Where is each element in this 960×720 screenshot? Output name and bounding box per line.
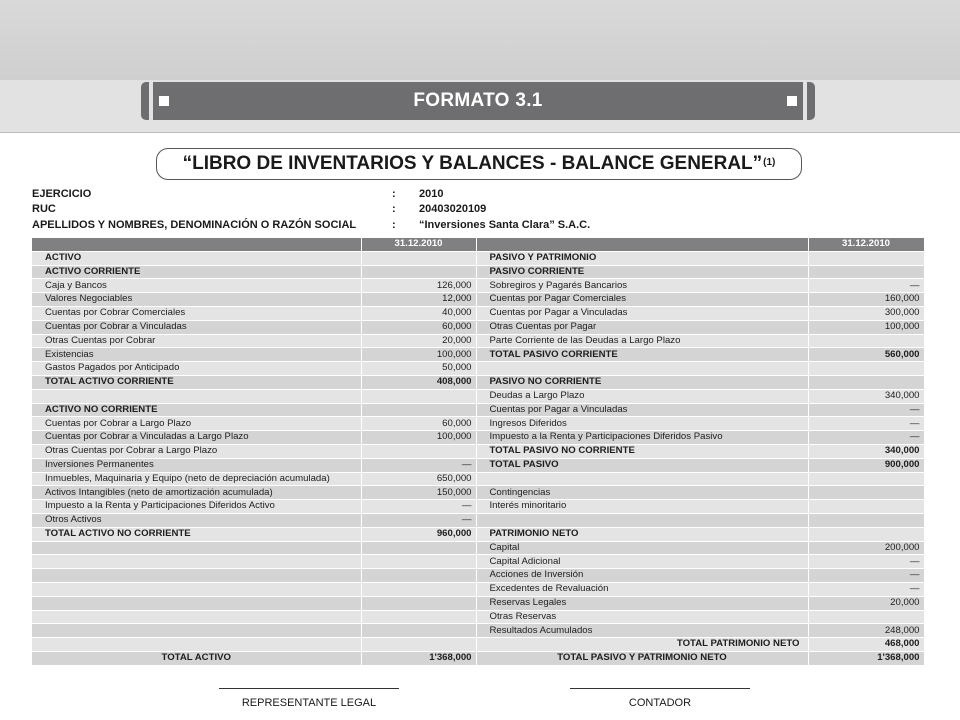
asset-label-cell: Otras Cuentas por Cobrar a Largo Plazo bbox=[32, 444, 361, 458]
asset-label-cell: Cuentas por Cobrar a Largo Plazo bbox=[32, 417, 361, 431]
asset-amount-cell: 126,000 bbox=[361, 279, 476, 293]
liability-amount-cell bbox=[808, 610, 924, 624]
liability-amount-cell bbox=[808, 486, 924, 500]
liability-label-cell: TOTAL PASIVO Y PATRIMONIO NETO bbox=[476, 651, 808, 665]
asset-label-cell: Cuentas por Cobrar a Vinculadas bbox=[32, 320, 361, 334]
asset-amount-cell bbox=[361, 555, 476, 569]
liability-amount-cell: — bbox=[808, 555, 924, 569]
table-row bbox=[32, 458, 924, 472]
liability-amount-cell: — bbox=[808, 582, 924, 596]
banner-right-cap bbox=[803, 82, 807, 120]
liability-label-cell: PATRIMONIO NETO bbox=[476, 527, 808, 541]
banner-left-cap bbox=[149, 82, 153, 120]
meta-separator: : bbox=[392, 188, 396, 200]
asset-amount-cell bbox=[361, 569, 476, 583]
table-row bbox=[32, 403, 924, 417]
liability-label-cell: Reservas Legales bbox=[476, 596, 808, 610]
liability-amount-cell: 20,000 bbox=[808, 596, 924, 610]
liability-amount-cell bbox=[808, 251, 924, 265]
liability-amount-cell: 248,000 bbox=[808, 624, 924, 638]
asset-label-cell bbox=[32, 541, 361, 555]
asset-label-cell: Valores Negociables bbox=[32, 293, 361, 307]
table-row bbox=[32, 348, 924, 362]
liability-amount-cell bbox=[808, 500, 924, 514]
asset-amount-cell: 20,000 bbox=[361, 334, 476, 348]
asset-amount-cell: — bbox=[361, 513, 476, 527]
liability-amount-cell: 468,000 bbox=[808, 638, 924, 652]
asset-amount-cell bbox=[361, 389, 476, 403]
table-row bbox=[32, 596, 924, 610]
asset-label-cell bbox=[32, 555, 361, 569]
asset-label-cell: Caja y Bancos bbox=[32, 279, 361, 293]
liability-label-cell: Excedentes de Revaluación bbox=[476, 582, 808, 596]
asset-amount-cell: 50,000 bbox=[361, 362, 476, 376]
date-header-liabilities: 31.12.2010 bbox=[808, 238, 924, 251]
asset-amount-cell: 150,000 bbox=[361, 486, 476, 500]
asset-label-cell: TOTAL ACTIVO bbox=[32, 651, 361, 665]
liability-label-cell: TOTAL PASIVO NO CORRIENTE bbox=[476, 444, 808, 458]
table-row bbox=[32, 541, 924, 555]
table-row bbox=[32, 279, 924, 293]
liability-label-cell: PASIVO Y PATRIMONIO bbox=[476, 251, 808, 265]
format-title: FORMATO 3.1 bbox=[413, 90, 543, 111]
table-row bbox=[32, 431, 924, 445]
asset-amount-cell: 100,000 bbox=[361, 431, 476, 445]
liability-label-cell bbox=[476, 362, 808, 376]
asset-label-cell: Otras Cuentas por Cobrar bbox=[32, 334, 361, 348]
liability-amount-cell bbox=[808, 265, 924, 279]
table-row bbox=[32, 362, 924, 376]
liability-label-cell: Impuesto a la Renta y Participaciones Diferidos Pasivo bbox=[476, 431, 808, 445]
asset-amount-cell bbox=[361, 638, 476, 652]
table-row bbox=[32, 389, 924, 403]
asset-amount-cell bbox=[361, 541, 476, 555]
liability-label-cell: Capital bbox=[476, 541, 808, 555]
asset-label-cell: ACTIVO CORRIENTE bbox=[32, 265, 361, 279]
meta-value: 20403020109 bbox=[419, 203, 487, 215]
liability-label-cell: Acciones de Inversión bbox=[476, 569, 808, 583]
table-row bbox=[32, 334, 924, 348]
liability-label-cell: Cuentas por Pagar a Vinculadas bbox=[476, 306, 808, 320]
liability-amount-cell: 560,000 bbox=[808, 348, 924, 362]
asset-amount-cell bbox=[361, 444, 476, 458]
liability-label-cell: Contingencias bbox=[476, 486, 808, 500]
liability-amount-cell: 900,000 bbox=[808, 458, 924, 472]
liability-label-cell: Cuentas por Pagar a Vinculadas bbox=[476, 403, 808, 417]
liability-amount-cell: 340,000 bbox=[808, 389, 924, 403]
asset-amount-cell bbox=[361, 610, 476, 624]
liability-label-cell: PASIVO NO CORRIENTE bbox=[476, 375, 808, 389]
asset-label-cell: Cuentas por Cobrar Comerciales bbox=[32, 306, 361, 320]
asset-label-cell bbox=[32, 610, 361, 624]
asset-amount-cell bbox=[361, 265, 476, 279]
liability-amount-cell: 300,000 bbox=[808, 306, 924, 320]
meta-label: RUC bbox=[32, 203, 56, 215]
table-row bbox=[32, 569, 924, 583]
date-header-assets: 31.12.2010 bbox=[361, 238, 476, 251]
asset-amount-cell: 650,000 bbox=[361, 472, 476, 486]
header-blank-cell bbox=[32, 238, 361, 251]
liability-amount-cell bbox=[808, 527, 924, 541]
footnote-marker: (1) bbox=[763, 156, 776, 168]
asset-amount-cell: 40,000 bbox=[361, 306, 476, 320]
asset-amount-cell: 960,000 bbox=[361, 527, 476, 541]
table-row bbox=[32, 500, 924, 514]
book-title-box bbox=[156, 148, 802, 180]
liability-amount-cell bbox=[808, 513, 924, 527]
top-band bbox=[0, 0, 960, 80]
header-blank-cell bbox=[476, 238, 808, 251]
table-row bbox=[32, 582, 924, 596]
liability-amount-cell: 1'368,000 bbox=[808, 651, 924, 665]
meta-value: 2010 bbox=[419, 188, 444, 200]
balance-sheet-table bbox=[32, 238, 925, 666]
liability-amount-cell: — bbox=[808, 569, 924, 583]
liability-label-cell: Otras Cuentas por Pagar bbox=[476, 320, 808, 334]
table-row bbox=[32, 651, 924, 665]
liability-amount-cell: 100,000 bbox=[808, 320, 924, 334]
asset-label-cell: Cuentas por Cobrar a Vinculadas a Largo Plazo bbox=[32, 431, 361, 445]
asset-amount-cell: 12,000 bbox=[361, 293, 476, 307]
asset-label-cell: Activos Intangibles (neto de amortización acumulada) bbox=[32, 486, 361, 500]
asset-label-cell: Gastos Pagados por Anticipado bbox=[32, 362, 361, 376]
liability-label-cell: Otras Reservas bbox=[476, 610, 808, 624]
liability-amount-cell bbox=[808, 375, 924, 389]
liability-amount-cell: — bbox=[808, 279, 924, 293]
asset-label-cell: Otros Activos bbox=[32, 513, 361, 527]
asset-label-cell bbox=[32, 569, 361, 583]
table-row bbox=[32, 472, 924, 486]
asset-amount-cell: 100,000 bbox=[361, 348, 476, 362]
liability-label-cell: Sobregiros y Pagarés Bancarios bbox=[476, 279, 808, 293]
table-row bbox=[32, 486, 924, 500]
asset-amount-cell: 408,000 bbox=[361, 375, 476, 389]
liability-label-cell: Capital Adicional bbox=[476, 555, 808, 569]
liability-amount-cell: 200,000 bbox=[808, 541, 924, 555]
liability-amount-cell: — bbox=[808, 417, 924, 431]
table-header-row bbox=[32, 238, 924, 251]
asset-amount-cell: 60,000 bbox=[361, 320, 476, 334]
asset-amount-cell bbox=[361, 251, 476, 265]
table-row bbox=[32, 265, 924, 279]
asset-label-cell: TOTAL ACTIVO NO CORRIENTE bbox=[32, 527, 361, 541]
liability-label-cell: Ingresos Diferidos bbox=[476, 417, 808, 431]
asset-label-cell bbox=[32, 624, 361, 638]
asset-amount-cell: — bbox=[361, 500, 476, 514]
liability-label-cell: Parte Corriente de las Deudas a Largo Plazo bbox=[476, 334, 808, 348]
liability-amount-cell bbox=[808, 362, 924, 376]
liability-label-cell: TOTAL PATRIMONIO NETO bbox=[476, 638, 808, 652]
table-row bbox=[32, 417, 924, 431]
asset-label-cell: Impuesto a la Renta y Participaciones Diferidos Activo bbox=[32, 500, 361, 514]
asset-amount-cell bbox=[361, 596, 476, 610]
liability-label-cell: Deudas a Largo Plazo bbox=[476, 389, 808, 403]
asset-amount-cell bbox=[361, 624, 476, 638]
liability-label-cell bbox=[476, 472, 808, 486]
meta-label: APELLIDOS Y NOMBRES, DENOMINACIÓN O RAZÓN SOCIAL bbox=[32, 219, 357, 231]
asset-label-cell: ACTIVO NO CORRIENTE bbox=[32, 403, 361, 417]
asset-label-cell bbox=[32, 638, 361, 652]
liability-amount-cell: 340,000 bbox=[808, 444, 924, 458]
square-icon bbox=[787, 96, 797, 106]
liability-label-cell: TOTAL PASIVO bbox=[476, 458, 808, 472]
asset-amount-cell bbox=[361, 582, 476, 596]
asset-label-cell: Existencias bbox=[32, 348, 361, 362]
table-row bbox=[32, 306, 924, 320]
table-row bbox=[32, 527, 924, 541]
asset-amount-cell: 60,000 bbox=[361, 417, 476, 431]
table-row bbox=[32, 624, 924, 638]
asset-label-cell bbox=[32, 596, 361, 610]
liability-amount-cell: 160,000 bbox=[808, 293, 924, 307]
signature-legal-representative: REPRESENTANTE LEGAL bbox=[219, 688, 399, 709]
square-icon bbox=[159, 96, 169, 106]
asset-amount-cell: 1'368,000 bbox=[361, 651, 476, 665]
liability-amount-cell bbox=[808, 472, 924, 486]
asset-label-cell: Inversiones Permanentes bbox=[32, 458, 361, 472]
table-row bbox=[32, 375, 924, 389]
table-row bbox=[32, 444, 924, 458]
asset-label-cell bbox=[32, 389, 361, 403]
liability-amount-cell: — bbox=[808, 403, 924, 417]
meta-separator: : bbox=[392, 219, 396, 231]
asset-label-cell: TOTAL ACTIVO CORRIENTE bbox=[32, 375, 361, 389]
table-row bbox=[32, 638, 924, 652]
liability-amount-cell bbox=[808, 334, 924, 348]
table-row bbox=[32, 610, 924, 624]
asset-label-cell bbox=[32, 582, 361, 596]
asset-amount-cell: — bbox=[361, 458, 476, 472]
table-row bbox=[32, 320, 924, 334]
liability-label-cell bbox=[476, 513, 808, 527]
liability-label-cell: Resultados Acumulados bbox=[476, 624, 808, 638]
asset-label-cell: Inmuebles, Maquinaria y Equipo (neto de depreciación acumulada) bbox=[32, 472, 361, 486]
asset-label-cell: ACTIVO bbox=[32, 251, 361, 265]
table-row bbox=[32, 513, 924, 527]
liability-amount-cell: — bbox=[808, 431, 924, 445]
table-row bbox=[32, 555, 924, 569]
asset-amount-cell bbox=[361, 403, 476, 417]
book-title: “LIBRO DE INVENTARIOS Y BALANCES - BALANCE GENERAL” bbox=[182, 153, 763, 174]
liability-label-cell: Cuentas por Pagar Comerciales bbox=[476, 293, 808, 307]
liability-label-cell: Interés minoritario bbox=[476, 500, 808, 514]
format-banner bbox=[141, 82, 815, 120]
meta-label: EJERCICIO bbox=[32, 188, 92, 200]
liability-label-cell: PASIVO CORRIENTE bbox=[476, 265, 808, 279]
table-row bbox=[32, 251, 924, 265]
meta-value: “Inversiones Santa Clara” S.A.C. bbox=[419, 219, 591, 231]
table-row bbox=[32, 293, 924, 307]
meta-separator: : bbox=[392, 203, 396, 215]
liability-label-cell: TOTAL PASIVO CORRIENTE bbox=[476, 348, 808, 362]
signature-accountant: CONTADOR bbox=[570, 688, 750, 709]
